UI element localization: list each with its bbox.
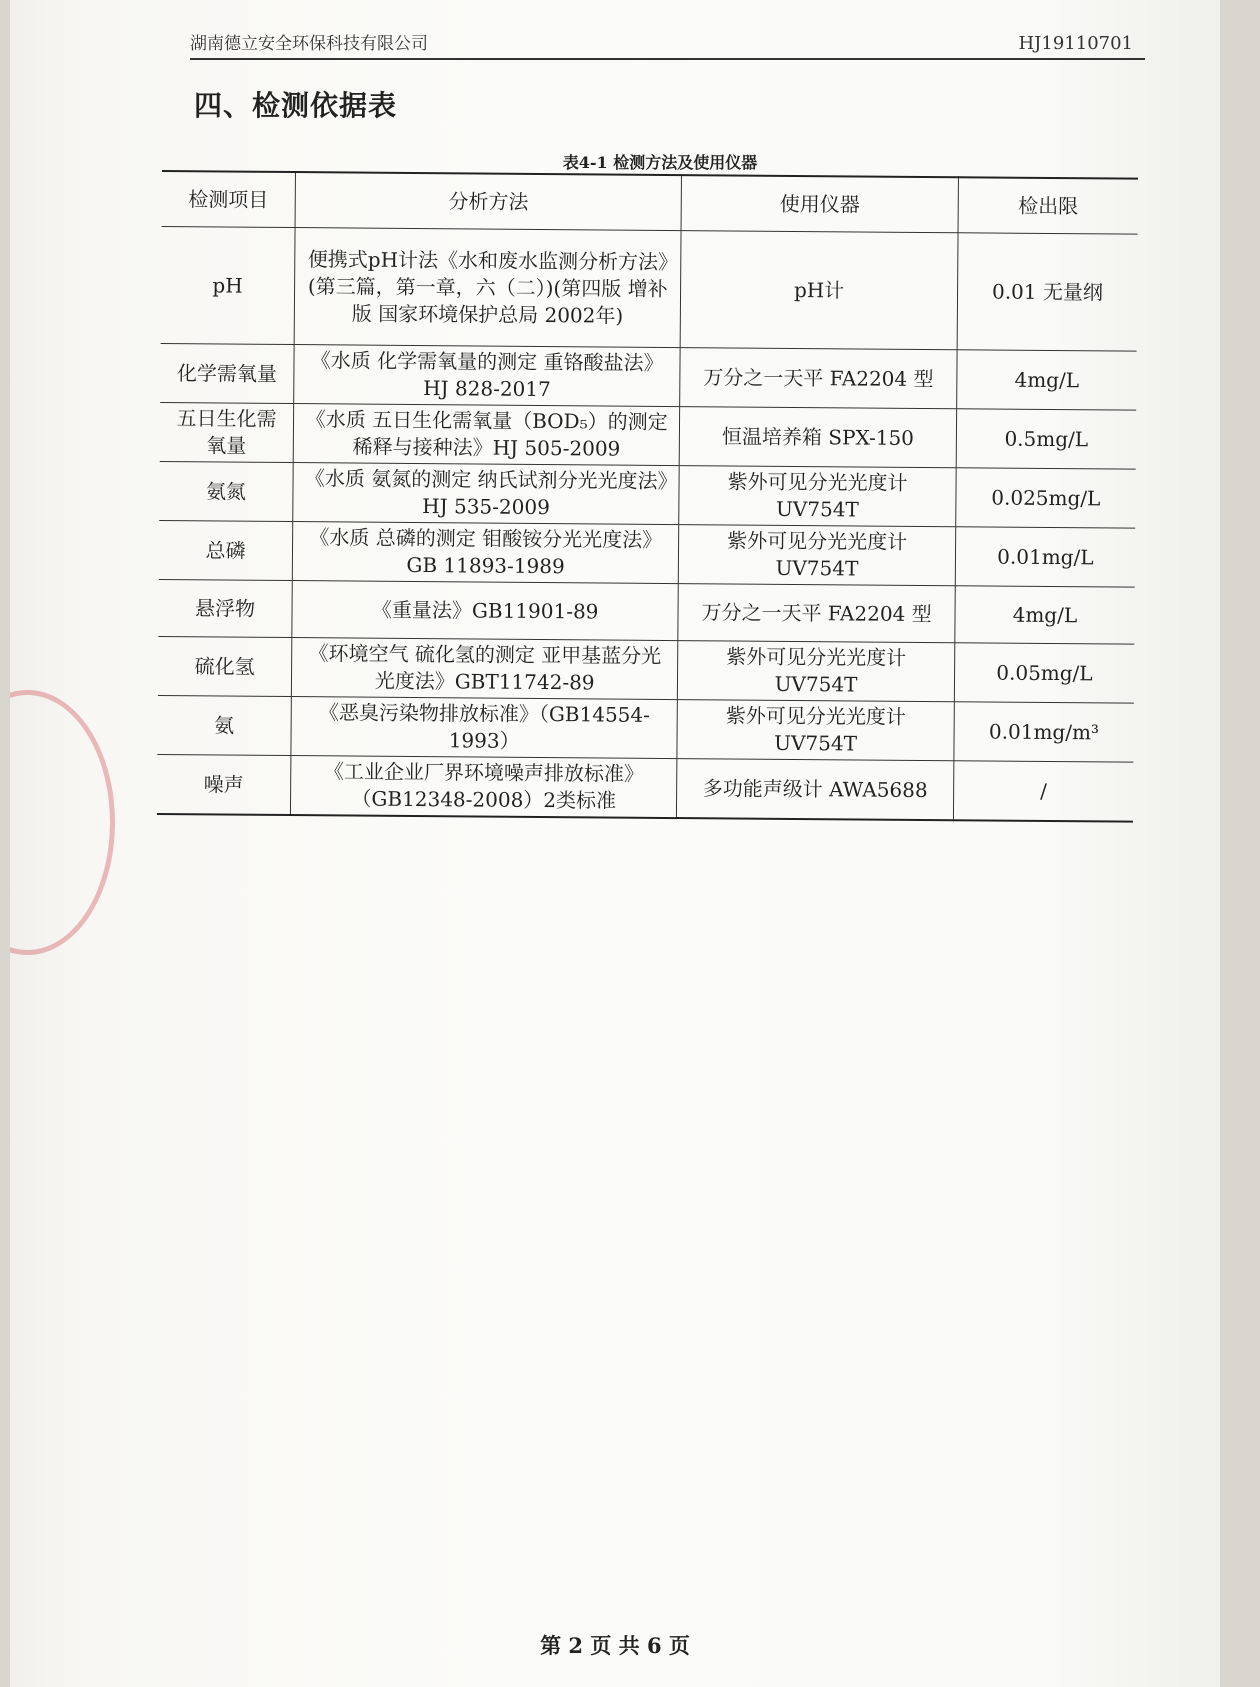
cell-limit: 0.025mg/L xyxy=(956,468,1136,528)
cell-limit: 4mg/L xyxy=(955,586,1135,644)
company-name: 湖南德立安全环保科技有限公司 xyxy=(190,34,428,54)
company-seal-stamp xyxy=(10,690,115,955)
cell-method: 便携式pH计法《水和废水监测分析方法》(第三篇，第一章，六（二）)(第四版 增补版 国家环境保护总局 2002年) xyxy=(294,228,681,348)
table-row xyxy=(158,636,1134,703)
column-header-limit: 检出限 xyxy=(958,177,1138,234)
page-number-footer: 第 2 页 共 6 页 xyxy=(540,1633,690,1658)
cell-method: 《水质 总磷的测定 钼酸铵分光光度法》GB 11893-1989 xyxy=(292,522,679,584)
cell-item: 氨 xyxy=(157,695,291,755)
methods-table xyxy=(157,170,1138,823)
cell-method: 《水质 化学需氧量的测定 重铬酸盐法》HJ 828-2017 xyxy=(294,345,681,407)
cell-instrument: 万分之一天平 FA2204 型 xyxy=(678,584,955,643)
report-number: HJ19110701 xyxy=(1018,33,1133,54)
cell-item: 悬浮物 xyxy=(158,579,292,637)
cell-limit: 4mg/L xyxy=(956,350,1136,410)
table-row xyxy=(161,226,1138,351)
section-title: 四、检测依据表 xyxy=(194,89,398,122)
cell-instrument: 紫外可见分光光度计 UV754T xyxy=(677,700,954,761)
cell-item: 氨氮 xyxy=(159,461,293,521)
cell-item: 总磷 xyxy=(159,520,293,580)
cell-instrument: 多功能声级计 AWA5688 xyxy=(677,759,954,821)
table-row xyxy=(157,695,1133,762)
cell-instrument: pH计 xyxy=(680,231,957,350)
cell-item: 硫化氢 xyxy=(158,636,292,696)
cell-item: 噪声 xyxy=(157,754,291,815)
column-header-method: 分析方法 xyxy=(295,172,682,231)
column-header-instrument: 使用仪器 xyxy=(681,175,958,233)
table-row xyxy=(159,520,1135,587)
cell-method: 《重量法》GB11901-89 xyxy=(292,581,679,641)
report-page xyxy=(10,0,1220,1687)
table-row xyxy=(160,343,1136,410)
cell-instrument: 万分之一天平 FA2204 型 xyxy=(680,348,957,409)
cell-method: 《水质 氨氮的测定 纳氏试剂分光光度法》HJ 535-2009 xyxy=(293,463,680,525)
cell-instrument: 紫外可见分光光度计 UV754T xyxy=(679,525,956,586)
cell-instrument: 紫外可见分光光度计 UV754T xyxy=(679,466,956,527)
table-row xyxy=(160,402,1136,469)
cell-limit: 0.05mg/L xyxy=(954,643,1134,703)
cell-instrument: 紫外可见分光光度计 UV754T xyxy=(678,641,955,702)
cell-limit: 0.01mg/L xyxy=(955,527,1135,587)
cell-item: 五日生化需氧量 xyxy=(160,402,294,462)
table-header-row xyxy=(162,171,1138,234)
table-row xyxy=(157,754,1133,821)
cell-method: 《水质 五日生化需氧量（BOD₅）的测定 稀释与接种法》HJ 505-2009 xyxy=(293,404,680,466)
cell-item: pH xyxy=(161,226,295,344)
cell-limit: 0.5mg/L xyxy=(956,409,1136,469)
page-header xyxy=(190,28,1145,60)
table-row xyxy=(158,579,1134,644)
cell-item: 化学需氧量 xyxy=(160,343,294,403)
table-caption: 表4-1 检测方法及使用仪器 xyxy=(562,153,758,172)
column-header-item: 检测项目 xyxy=(162,171,296,228)
cell-method: 《工业企业厂界环境噪声排放标准》（GB12348-2008）2类标准 xyxy=(290,756,677,819)
table-row xyxy=(159,461,1135,528)
cell-method: 《恶臭污染物排放标准》（GB14554-1993） xyxy=(291,697,678,759)
cell-limit: 0.01mg/m³ xyxy=(954,702,1134,762)
cell-instrument: 恒温培养箱 SPX-150 xyxy=(680,407,957,468)
cell-limit: / xyxy=(953,761,1133,822)
cell-method: 《环境空气 硫化氢的测定 亚甲基蓝分光光度法》GBT11742-89 xyxy=(291,638,678,700)
cell-limit: 0.01 无量纲 xyxy=(957,233,1138,351)
